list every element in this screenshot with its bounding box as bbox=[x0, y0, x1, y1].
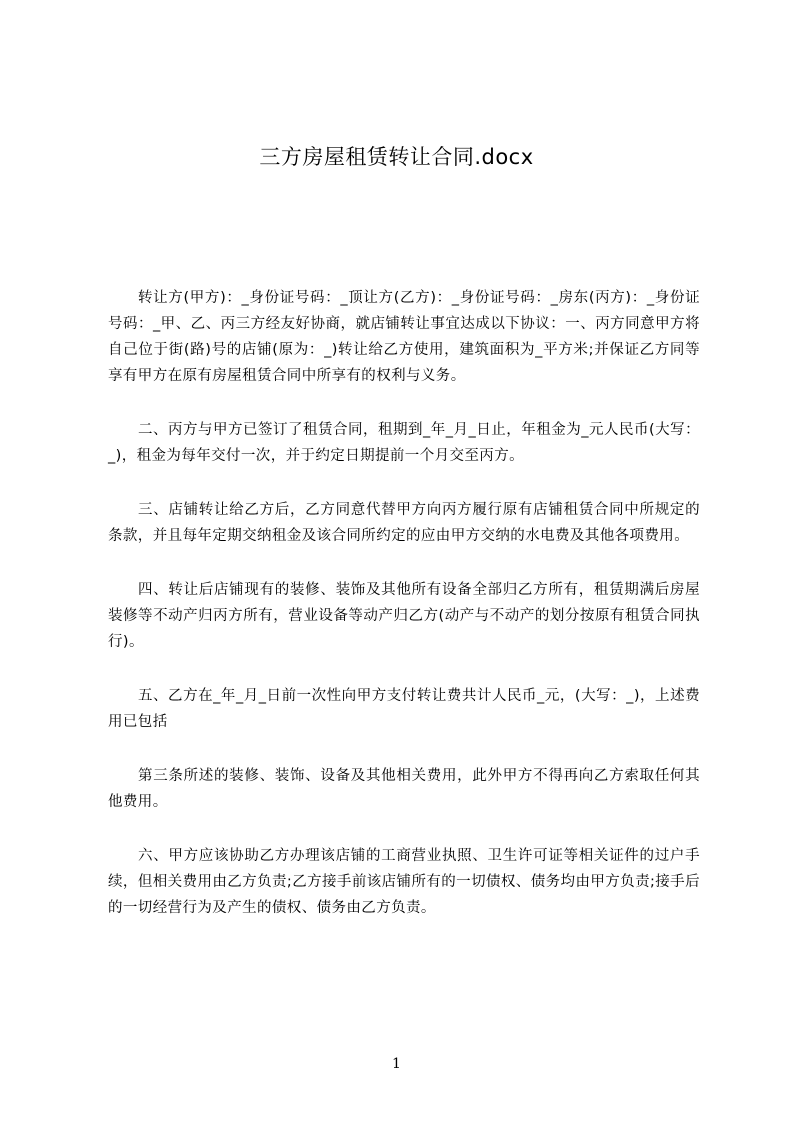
paragraph-clause-6: 六、甲方应该协助乙方办理该店铺的工商营业执照、卫生许可证等相关证件的过户手续，但相关费用由乙方负责;乙方接手前该店铺所有的一切债权、债务均由甲方负责;接手后的一切经营行为及产生的债权、债务由乙方负责。 bbox=[108, 848, 700, 916]
paragraph-parties: 转让方(甲方)：_身份证号码：_顶让方(乙方)：_身份证号码：_房东(丙方)：_身份证号码：_甲、乙、丙三方经友好协商，就店铺转让事宜达成以下协议：一、丙方同意甲方将自己位于街(路)号的店铺(原为：_)转让给乙方使用，建筑面积为_平方米;并保证乙方同等享有甲方在原有房屋租赁合同中所享有的权利与义务。 bbox=[108, 290, 700, 384]
document-title: 三方房屋租赁转让合同.docx bbox=[259, 145, 534, 169]
paragraph-clause-5: 五、乙方在_年_月_日前一次性向甲方支付转让费共计人民币_元，(大写：_)，上述费用已包括 bbox=[108, 688, 700, 730]
paragraph-clause-2: 二、丙方与甲方已签订了租赁合同，租期到_年_月_日止，年租金为_元人民币(大写：_)，租金为每年交付一次，并于约定日期提前一个月交至丙方。 bbox=[108, 422, 700, 464]
page-number: 1 bbox=[392, 1056, 401, 1072]
paragraph-clause-4: 四、转让后店铺现有的装修、装饰及其他所有设备全部归乙方所有，租赁期满后房屋装修等不动产归丙方所有，营业设备等动产归乙方(动产与不动产的划分按原有租赁合同执行)。 bbox=[108, 582, 700, 650]
document-body bbox=[108, 285, 700, 949]
paragraph-clause-5-continued: 第三条所述的装修、装饰、设备及其他相关费用，此外甲方不得再向乙方索取任何其他费用。 bbox=[108, 768, 700, 810]
paragraph-clause-3: 三、店铺转让给乙方后，乙方同意代替甲方向丙方履行原有店铺租赁合同中所规定的条款，并且每年定期交纳租金及该合同所约定的应由甲方交纳的水电费及其他各项费用。 bbox=[108, 502, 700, 544]
